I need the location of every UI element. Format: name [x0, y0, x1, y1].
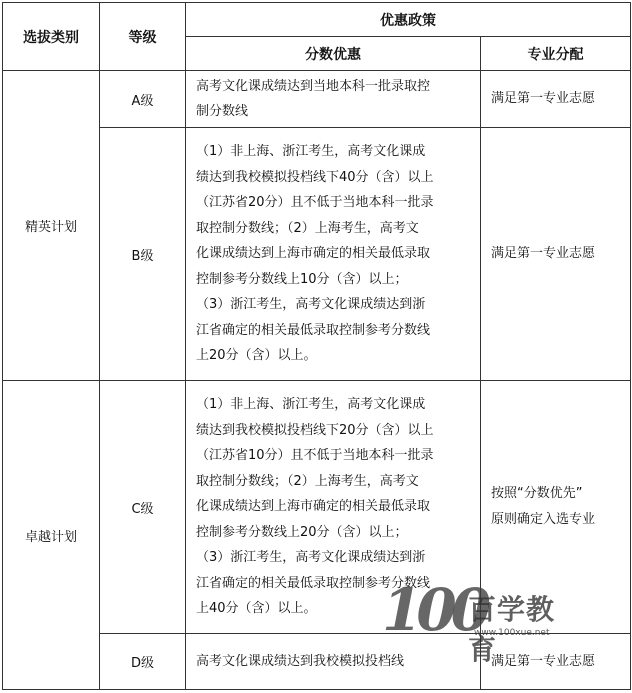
text-line: 高考文化课成绩达到当地本科一批录取控	[196, 78, 431, 94]
text-line: 化课成绩达到上海市确定的相关最低录取	[196, 246, 431, 262]
text-line: （江苏省20分）且不低于当地本科一批录	[196, 195, 434, 211]
table-row	[3, 381, 631, 634]
text-line: 绩达到我校模拟投档线下40分（含）以上	[196, 169, 434, 185]
text-line: 化课成绩达到上海市确定的相关最低录取	[196, 499, 431, 515]
text-line: 取控制分数线；（2）上海考生，高考文	[196, 220, 419, 236]
score-benefit-cell	[186, 381, 481, 634]
text-line: 高考文化课成绩达到我校模拟投档线	[196, 653, 405, 669]
level-cell: D级	[100, 634, 186, 690]
level-cell: B级	[100, 128, 186, 381]
text-line: 原则确定入选专业	[491, 512, 596, 527]
text-line: 江省确定的相关最低录取控制参考分数线	[196, 322, 431, 338]
text-line: 制分数线	[196, 104, 249, 119]
major-cell	[481, 128, 631, 381]
header-major-allocation: 专业分配	[481, 37, 631, 71]
header-level: 等级	[100, 3, 186, 71]
text-line: （3）浙江考生，高考文化课成绩达到浙	[196, 297, 426, 313]
category-cell: 精英计划	[3, 71, 100, 381]
watermark-url: www.100xue.net	[474, 628, 550, 638]
text-line: 控制参考分数线上10分（含）以上；	[196, 271, 408, 287]
text-line: 上20分（含）以上。	[196, 348, 317, 364]
score-benefit-cell	[186, 71, 481, 128]
text-line: 控制参考分数线上20分（含）以上；	[196, 524, 408, 540]
header-row-1	[3, 3, 631, 37]
level-cell: A级	[100, 71, 186, 128]
admission-policy-table	[2, 2, 631, 690]
major-cell	[481, 634, 631, 690]
header-score-benefit: 分数优惠	[186, 37, 481, 71]
text-line: 按照“分数优先”	[491, 486, 583, 501]
text-line: （1）非上海、浙江考生，高考文化课成	[196, 144, 426, 160]
text-line: 江省确定的相关最低录取控制参考分数线	[196, 575, 431, 591]
level-cell: C级	[100, 381, 186, 634]
score-benefit-cell	[186, 128, 481, 381]
text-line: 满足第一专业志愿	[491, 91, 596, 106]
major-cell	[481, 71, 631, 128]
text-line: 满足第一专业志愿	[491, 653, 596, 669]
text-line: （1）非上海、浙江考生，高考文化课成	[196, 397, 426, 413]
text-line: （江苏省10分）且不低于当地本科一批录	[196, 448, 434, 464]
text-line: 上40分（含）以上。	[196, 601, 317, 617]
category-cell: 卓越计划	[3, 381, 100, 690]
watermark-brand: 百学教育	[468, 593, 556, 666]
text-line: 满足第一专业志愿	[491, 246, 596, 261]
watermark-number: 100	[382, 576, 486, 644]
header-category: 选拔类别	[3, 3, 100, 71]
header-policy: 优惠政策	[186, 3, 631, 37]
table-row	[3, 71, 631, 128]
text-line: 绩达到我校模拟投档线下20分（含）以上	[196, 422, 434, 438]
score-benefit-cell	[186, 634, 481, 690]
text-line: （3）浙江考生，高考文化课成绩达到浙	[196, 550, 426, 566]
text-line: 取控制分数线；（2）上海考生，高考文	[196, 473, 419, 489]
major-cell	[481, 381, 631, 634]
